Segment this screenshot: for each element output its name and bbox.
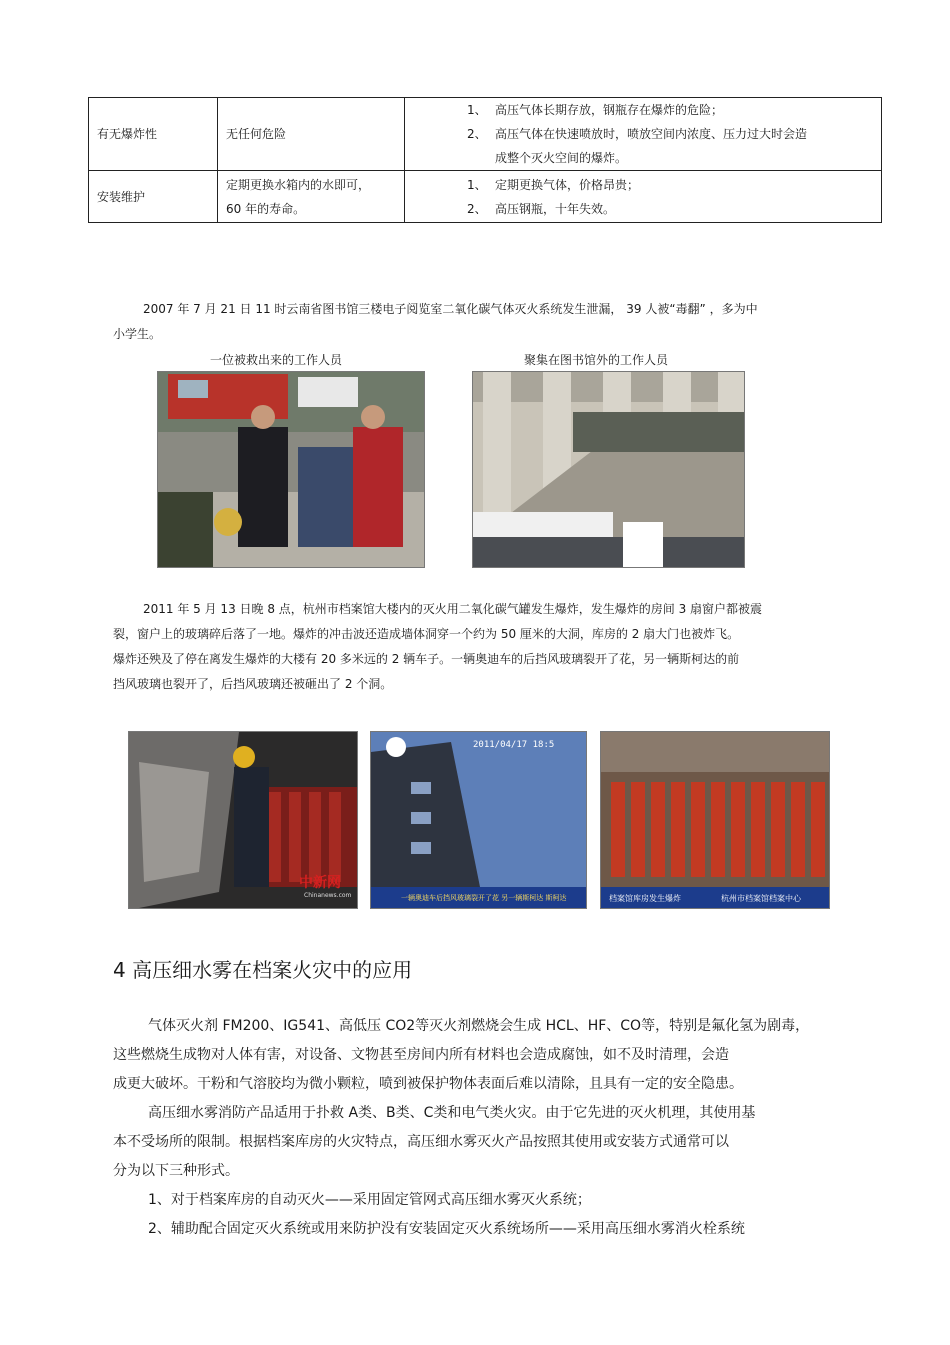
cell-line: 60 年的寿命。 [226, 201, 306, 216]
photo-library-crowd [472, 371, 745, 568]
rescue-scene-image [158, 372, 425, 568]
photo-co2-cylinders [600, 731, 830, 909]
list-item: 1、 高压气体长期存放，钢瓶存在爆炸的危险； [467, 103, 724, 117]
cell-line: 定期更换水箱内的水即可， [226, 177, 371, 192]
photo-firefighter [128, 731, 358, 909]
news-ticker: 一辆奥迪车后挡风玻璃裂开了花 另一辆斯柯达 斯柯达 [401, 894, 567, 902]
incident-2007-paragraph: 2007 年 7 月 21 日 11 时云南省图书馆三楼电子阅览室二氧化碳气体灭火系统发生泄漏， 39 人被“毒翻” ，多为中 小学生。 [113, 302, 758, 341]
photo-rescued-worker [157, 371, 425, 568]
cell-water-mist [218, 98, 405, 171]
body-line: 分为以下三种形式。 [113, 1163, 239, 1179]
cell-gas [405, 98, 882, 171]
photo-caption-rescued: 一位被救出来的工作人员 [210, 353, 343, 367]
news-broadcast-image [371, 732, 587, 909]
body-line: 成更大破坏。干粉和气溶胶均为微小颗粒，喷到被保护物体表面后难以清除，且具有一定的安全隐患。 [113, 1076, 743, 1092]
table-row [89, 98, 882, 171]
list-item: 2、 高压气体在快速喷放时，喷放空间内浓度、压力过大时会造 [467, 127, 808, 141]
list-item: 1、 定期更换气体，价格昂贵； [467, 177, 640, 192]
section-body [113, 1012, 873, 1244]
comparison-table [88, 97, 882, 223]
row-label: 安装维护 [89, 171, 218, 223]
list-item-continued: 成整个灭火空间的爆炸。 [495, 151, 628, 165]
body-line: 气体灭火剂 FM200、IG541、高低压 CO2等灭火剂燃烧会生成 HCL、HF、CO等，特别是氟化氢为剧毒， [148, 1018, 810, 1034]
body-line: 这些燃烧生成物对人体有害，对设备、文物甚至房间内所有材料也会造成腐蚀，如不及时清理，会造 [113, 1047, 729, 1063]
section-heading: 4 高压细水雾在档案火灾中的应用 [113, 958, 413, 982]
library-scene-image [473, 372, 745, 568]
chinanews-watermark: 中新网 [299, 875, 341, 891]
chinanews-watermark-sub: Chinanews.com [304, 892, 352, 899]
table-row [89, 171, 882, 223]
list-item: 2、 高压钢瓶，十年失效。 [467, 201, 616, 216]
body-line: 本不受场所的限制。根据档案库房的火灾特点，高压细水雾灭火产品按照其使用或安装方式通常可以 [113, 1134, 729, 1150]
body-line: 2、辅助配合固定灭火系统或用来防护没有安装固定灭火系统场所——采用高压细水雾消火栓系统 [148, 1221, 745, 1237]
row-label: 有无爆炸性 [89, 98, 218, 171]
body-line: 1、对于档案库房的自动灭火——采用固定管网式高压细水雾灭火系统； [148, 1192, 591, 1208]
body-line: 高压细水雾消防产品适用于扑救 A类、B类、C类和电气类火灾。由于它先进的灭火机理，其使用基 [148, 1105, 756, 1121]
cell-water-mist [218, 171, 405, 223]
cell-gas [405, 171, 882, 223]
incident-2011-paragraph: 2011 年 5 月 13 日晚 8 点，杭州市档案馆大楼内的灭火用二氧化碳气罐发生爆炸，发生爆炸的房间 3 扇窗户都被震 裂，窗户上的玻璃碎后落了一地。爆炸的冲击波还造成墙体洞穿一个约为 50 厘米的大洞，库房的 2 扇大门也被炸飞。 爆炸还殃及了停在离发生爆炸的大楼有 20 多米远的 2 辆车子。一辆奥迪车的后挡风玻璃裂开了花，另一辆斯柯达的前 挡风玻璃也裂开了，后挡风玻璃还被砸出了 2 个洞。 [113, 602, 763, 691]
cylinder-room-image [601, 732, 830, 909]
cell-line: 无任何危险 [226, 127, 287, 141]
ticker-right: 杭州市档案馆档案中心 [721, 894, 801, 903]
photo-caption-gathered: 聚集在图书馆外的工作人员 [524, 353, 669, 367]
news-date-overlay: 2011/04/17 18:5 [473, 740, 555, 750]
ticker-left: 档案馆库房发生爆炸 [609, 894, 681, 903]
photo-news-building [370, 731, 587, 909]
